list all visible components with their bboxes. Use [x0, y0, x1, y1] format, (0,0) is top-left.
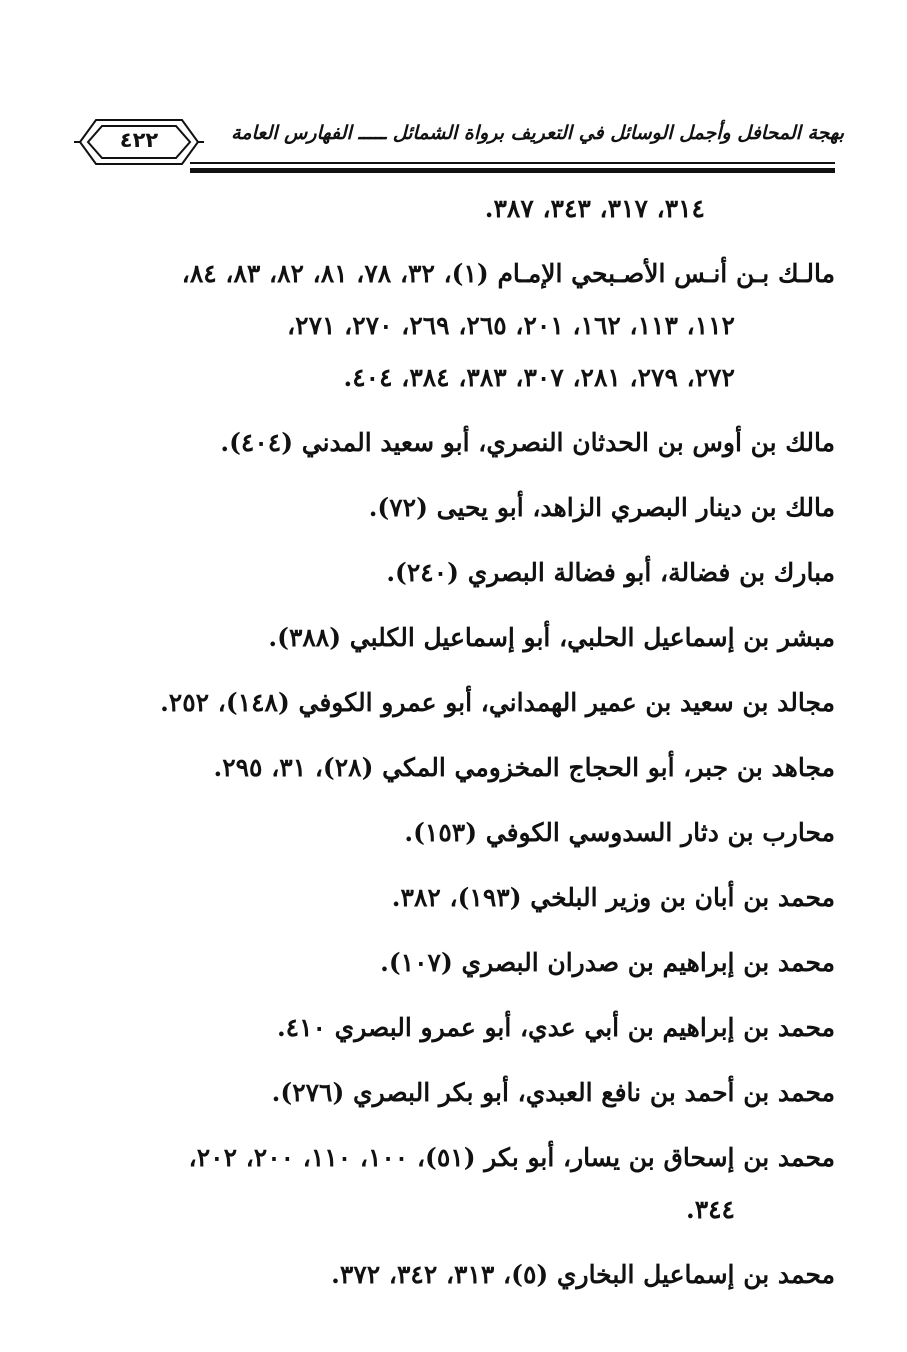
entry-line: ٣٤٤.	[685, 1195, 735, 1224]
header-rule-thick	[190, 168, 835, 173]
index-entries	[95, 183, 835, 1314]
page-number: ٤٢٢	[119, 128, 159, 152]
entry-line: محمد بن أحمد بن نافع العبدي، أبو بكر البصري (٢٧٦).	[271, 1078, 835, 1107]
entry-line: ٣١٤، ٣١٧، ٣٤٣، ٣٨٧.	[484, 194, 705, 223]
index-entry	[95, 547, 835, 599]
index-entry	[95, 183, 835, 235]
page-number-ornament	[74, 118, 204, 166]
header-title: بهجة المحافل وأجمل الوسائل في التعريف برواة الشمائل ـــــ الفهارس العامة	[231, 122, 844, 144]
index-entry	[95, 612, 835, 664]
index-entry	[95, 807, 835, 859]
entry-line: مبشر بن إسماعيل الحلبي، أبو إسماعيل الكلبي (٣٨٨).	[268, 623, 835, 652]
entry-line: محمد بن أبان بن وزير البلخي (١٩٣)، ٣٨٢.	[391, 883, 835, 912]
index-entry	[95, 482, 835, 534]
entry-line: محمد بن إسماعيل البخاري (٥)، ٣١٣، ٣٤٢، ٣٧٢.	[331, 1260, 835, 1289]
index-entry	[95, 872, 835, 924]
entry-line: ٢٧٢، ٢٧٩، ٢٨١، ٣٠٧، ٣٨٣، ٣٨٤، ٤٠٤.	[343, 363, 735, 392]
entry-line: مالك بن أوس بن الحدثان النصري، أبو سعيد المدني (٤٠٤).	[220, 428, 835, 457]
index-entry	[95, 677, 835, 729]
index-entry	[95, 742, 835, 794]
entry-line: ١١٢، ١١٣، ١٦٢، ٢٠١، ٢٦٥، ٢٦٩، ٢٧٠، ٢٧١،	[287, 311, 735, 340]
entry-line: محمد بن إبراهيم بن أبي عدي، أبو عمرو البصري ٤١٠.	[276, 1013, 835, 1042]
entry-line: مجاهد بن جبر، أبو الحجاج المخزومي المكي (٢٨)، ٣١، ٢٩٥.	[213, 753, 835, 782]
entry-line: محارب بن دثار السدوسي الكوفي (١٥٣).	[404, 818, 835, 847]
entry-line: مبارك بن فضالة، أبو فضالة البصري (٢٤٠).	[386, 558, 835, 587]
entry-line: مجالد بن سعيد بن عمير الهمداني، أبو عمرو الكوفي (١٤٨)، ٢٥٢.	[160, 688, 835, 717]
entry-line: مالك بن دينار البصري الزاهد، أبو يحيى (٧٢).	[368, 493, 835, 522]
index-entry	[95, 1132, 835, 1236]
index-entry	[95, 248, 835, 404]
header-rule	[190, 162, 835, 164]
index-entry	[95, 417, 835, 469]
entry-line: مالـك بـن أنـس الأصـبحي الإمـام (١)، ٣٢، ٧٨، ٨١، ٨٢، ٨٣، ٨٤،	[181, 259, 835, 288]
entry-line: محمد بن إبراهيم بن صدران البصري (١٠٧).	[380, 948, 835, 977]
entry-line: محمد بن إسحاق بن يسار، أبو بكر (٥١)، ١٠٠، ١١٠، ٢٠٠، ٢٠٢،	[188, 1143, 835, 1172]
index-entry	[95, 1002, 835, 1054]
index-entry	[95, 1249, 835, 1301]
index-entry	[95, 937, 835, 989]
index-entry	[95, 1067, 835, 1119]
